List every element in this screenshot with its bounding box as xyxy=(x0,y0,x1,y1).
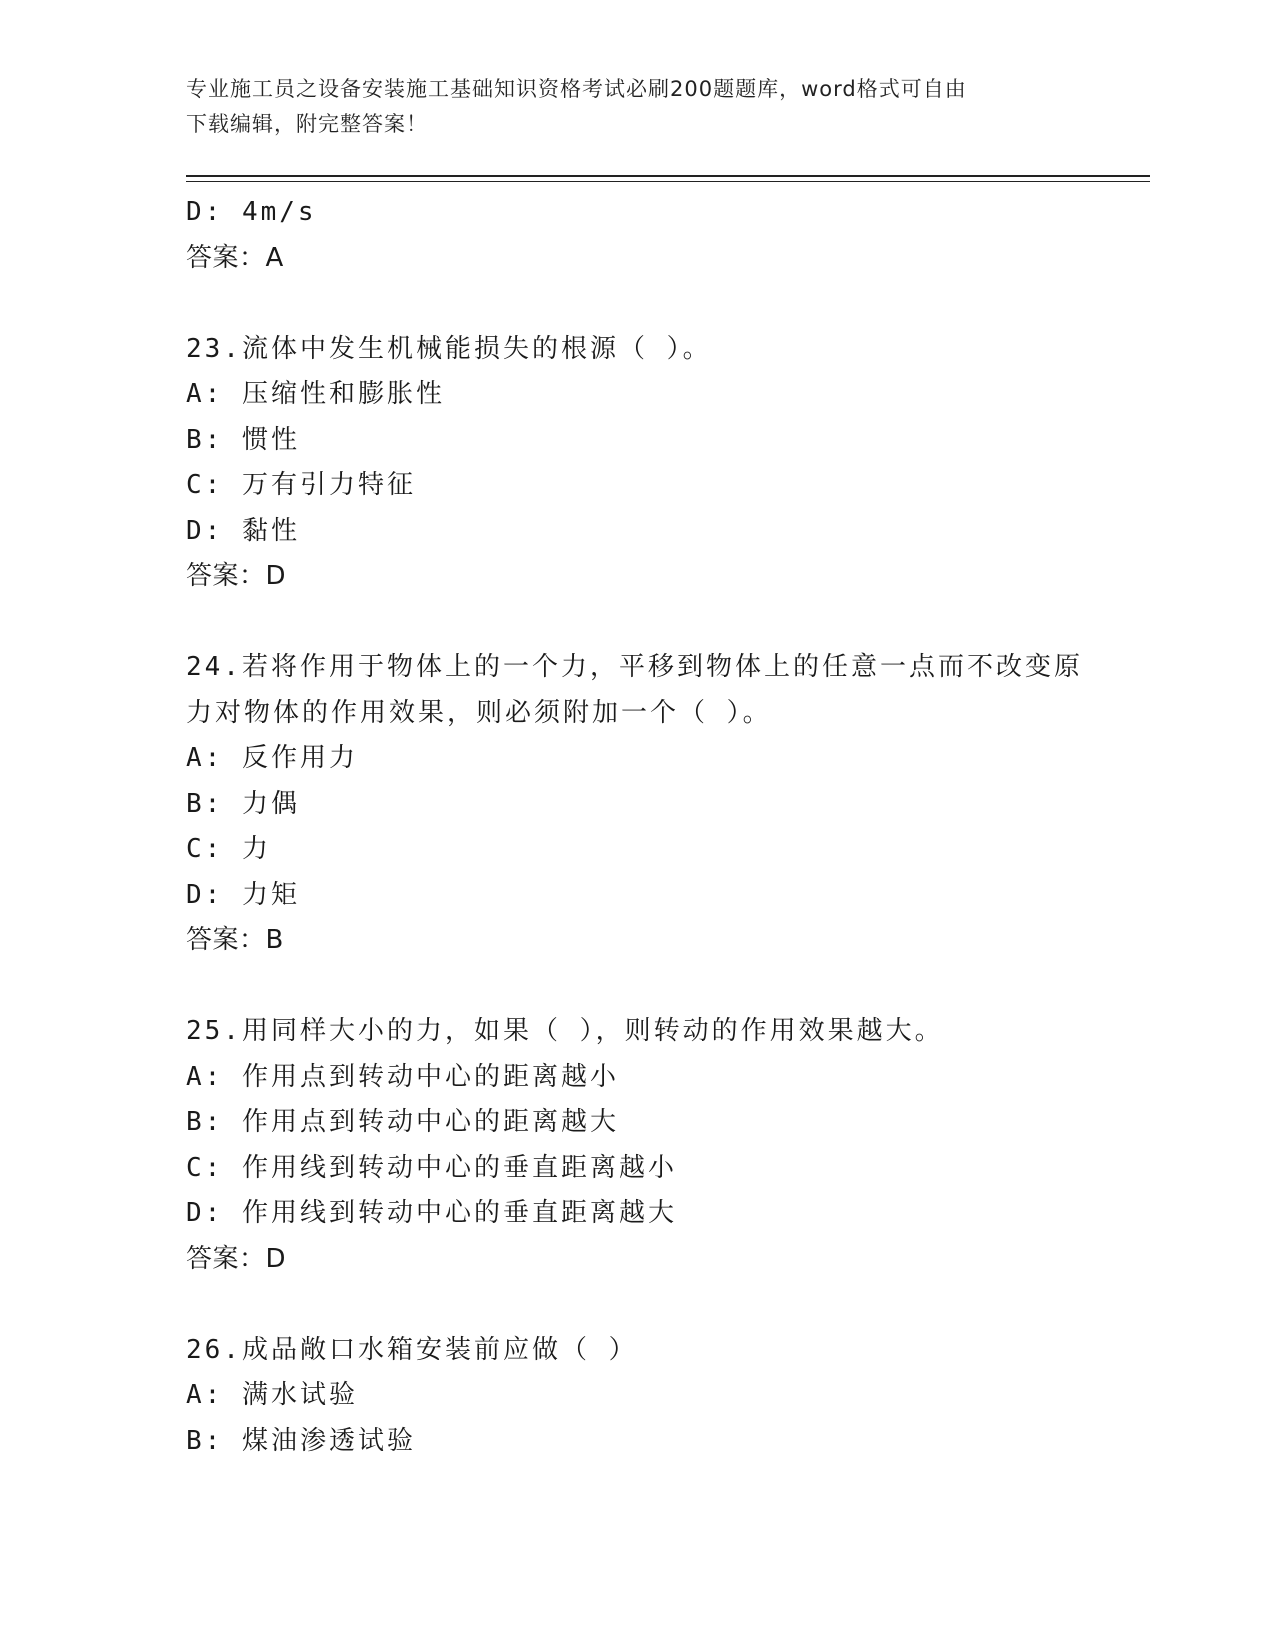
page-header xyxy=(186,72,1066,142)
answer-q22: 答案：A xyxy=(186,242,284,273)
answer: 答案：D xyxy=(186,561,287,591)
question-stem: 26.成品敞口水箱安装前应做（ ） xyxy=(186,1334,638,1365)
header-rule-thick xyxy=(186,175,1150,177)
question-stem-continued: 力对物体的作用效果，则必须附加一个（ ）。 xyxy=(186,697,772,728)
option-a: A: 满水试验 xyxy=(186,1380,358,1410)
question-23 xyxy=(186,327,1150,600)
header-line-1: 专业施工员之设备安装施工基础知识资格考试必刷200题题库，word格式可自由 xyxy=(186,77,967,101)
option-b: B: 煤油渗透试验 xyxy=(186,1425,416,1456)
spacer xyxy=(186,281,1150,327)
option-a: A: 反作用力 xyxy=(186,743,358,773)
option-d: D: 力矩 xyxy=(186,879,300,910)
answer: 答案：B xyxy=(186,925,284,955)
header-rule-thin xyxy=(186,181,1150,182)
question-26 xyxy=(186,1328,1150,1465)
spacer xyxy=(186,600,1150,646)
question-stem: 25.用同样大小的力，如果（ ），则转动的作用效果越大。 xyxy=(186,1016,944,1046)
option-b: B: 惯性 xyxy=(186,424,300,455)
option-d: D: 黏性 xyxy=(186,515,300,546)
question-24 xyxy=(186,645,1150,964)
option-b: B: 力偶 xyxy=(186,788,300,819)
question-stem: 24.若将作用于物体上的一个力，平移到物体上的任意一点而不改变原 xyxy=(186,652,1083,682)
spacer xyxy=(186,1282,1150,1328)
option-a: A: 压缩性和膨胀性 xyxy=(186,379,445,409)
option-b: B: 作用点到转动中心的距离越大 xyxy=(186,1107,619,1137)
question-25 xyxy=(186,1009,1150,1282)
option-c: C: 万有引力特征 xyxy=(186,470,416,500)
spacer xyxy=(186,964,1150,1010)
question-content xyxy=(186,190,1150,1464)
option-a: A: 作用点到转动中心的距离越小 xyxy=(186,1061,619,1092)
question-stem: 23.流体中发生机械能损失的根源（ ）。 xyxy=(186,333,712,364)
option-d: D: 作用线到转动中心的垂直距离越大 xyxy=(186,1198,677,1228)
option-c: C: 作用线到转动中心的垂直距离越小 xyxy=(186,1152,677,1183)
header-line-2: 下载编辑，附完整答案！ xyxy=(186,112,428,136)
option-c: C: 力 xyxy=(186,834,271,864)
option-d-q22: D: 4m/s xyxy=(186,197,317,227)
answer: 答案：D xyxy=(186,1243,287,1274)
